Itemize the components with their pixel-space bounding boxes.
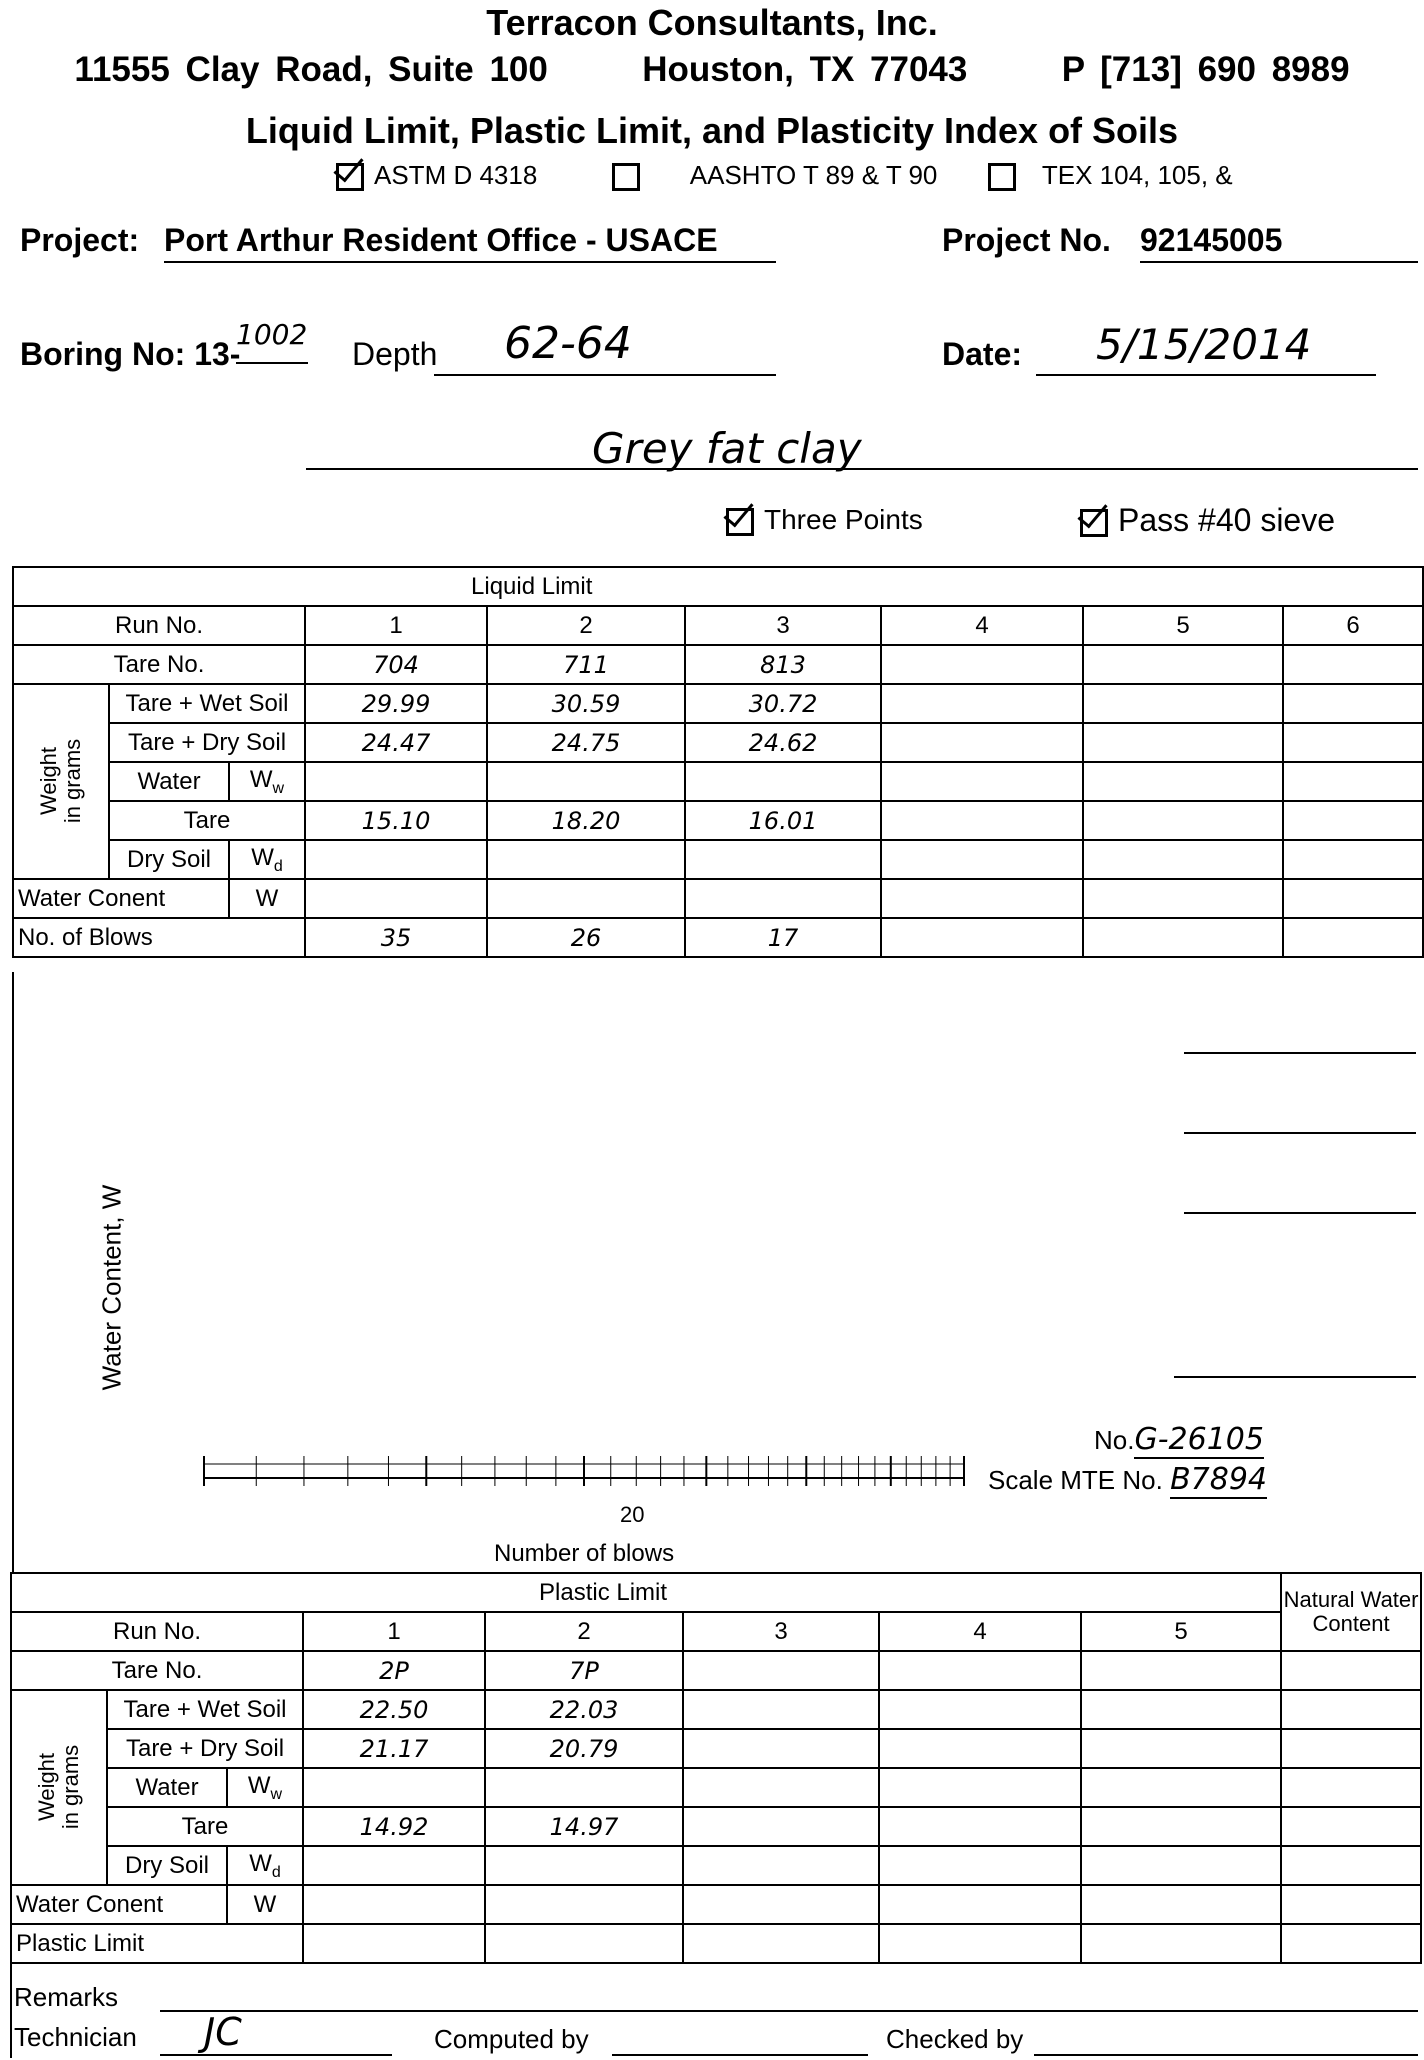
run-header: 4: [879, 1612, 1081, 1651]
cell: [683, 1807, 879, 1846]
table-row: [11, 1846, 1421, 1885]
cell: [881, 645, 1083, 684]
table-row: [13, 879, 1423, 918]
row-label: Tare + Wet Soil: [109, 684, 305, 723]
run-header: 3: [683, 1612, 879, 1651]
table-row: [13, 723, 1423, 762]
cell: [1083, 801, 1283, 840]
company-name: Terracon Consultants, Inc.: [486, 2, 938, 43]
cell: [1281, 1846, 1421, 1885]
row-label: Plastic Limit: [11, 1924, 303, 1963]
row-symbol: $W_w$: [227, 1768, 303, 1807]
table-row: [11, 1651, 1421, 1690]
cell: [683, 1651, 879, 1690]
standard-tex[interactable]: TEX 104, 105, &: [988, 160, 1233, 190]
row-label: No. of Blows: [13, 918, 305, 957]
project-name: Port Arthur Resident Office - USACE: [164, 222, 776, 263]
three-points-option[interactable]: Three Points: [726, 504, 923, 536]
row-symbol: W: [229, 879, 305, 918]
cell: [683, 1690, 879, 1729]
row-label: Tare No.: [11, 1651, 303, 1690]
remarks-label: Remarks: [14, 1982, 119, 2012]
cell: [879, 1846, 1081, 1885]
cell: [879, 1690, 1081, 1729]
cell: [879, 1768, 1081, 1807]
cell: [303, 1885, 485, 1924]
table-row: [13, 918, 1423, 957]
cell: 24.47: [305, 723, 487, 762]
run-header: 2: [485, 1612, 683, 1651]
row-symbol: $W_d$: [227, 1846, 303, 1885]
cell: [1281, 1807, 1421, 1846]
computed-by-label: Computed by: [434, 2024, 589, 2054]
row-label: Tare No.: [13, 645, 305, 684]
cell: 22.03: [485, 1690, 683, 1729]
cell: 2P: [303, 1651, 485, 1690]
table-row: [11, 1612, 1421, 1651]
depth-label: Depth: [352, 336, 438, 372]
cell: [485, 1846, 683, 1885]
checkbox-icon: [612, 163, 640, 191]
y-axis-label: Water Content, W: [96, 1184, 127, 1391]
table-row: [13, 606, 1423, 645]
cell: [1283, 879, 1423, 918]
computed-by-line: [612, 2054, 868, 2056]
phone: P [713] 690 8989: [1061, 50, 1350, 89]
table-row: [13, 684, 1423, 723]
cell: 35: [305, 918, 487, 957]
plastic-limit-title: Plastic Limit: [303, 1573, 1281, 1612]
x-axis-label: Number of blows: [494, 1540, 675, 1567]
project-no-label: Project No.: [942, 222, 1111, 258]
cell: [881, 762, 1083, 801]
checkbox-icon: [988, 163, 1016, 191]
run-header: 5: [1083, 606, 1283, 645]
run-header: 4: [881, 606, 1083, 645]
cell: [487, 879, 685, 918]
table-row: [11, 1768, 1421, 1807]
cell: [683, 1885, 879, 1924]
cell: 711: [487, 645, 685, 684]
cell: 14.97: [485, 1807, 683, 1846]
cell: [1081, 1885, 1281, 1924]
row-label: Water: [109, 762, 229, 801]
cell: 24.62: [685, 723, 881, 762]
chart-line: [1184, 1212, 1416, 1214]
table-row: [11, 1729, 1421, 1768]
cell: [1283, 918, 1423, 957]
cell: 26: [487, 918, 685, 957]
run-header: 3: [685, 606, 881, 645]
checkbox-checked-icon: [336, 163, 364, 191]
table-row: [11, 1885, 1421, 1924]
row-label: Tare + Dry Soil: [109, 723, 305, 762]
cell: [485, 1885, 683, 1924]
row-label: Tare + Wet Soil: [107, 1690, 303, 1729]
boring-label: Boring No: 13-: [20, 336, 241, 372]
row-label: Water Conent: [13, 879, 229, 918]
liquid-limit-title: Liquid Limit: [305, 567, 1423, 606]
cell: [1283, 801, 1423, 840]
cell: [1281, 1768, 1421, 1807]
cell: [685, 762, 881, 801]
scale-mte-field: Scale MTE No. B7894: [988, 1462, 1267, 1497]
cell: 704: [305, 645, 487, 684]
cell: [305, 762, 487, 801]
cell: [881, 684, 1083, 723]
chart-line: [1184, 1132, 1416, 1134]
cell: [1281, 1729, 1421, 1768]
cell: [683, 1846, 879, 1885]
weight-group-label: Weight in grams: [11, 1690, 107, 1885]
table-row: [13, 840, 1423, 879]
cell: 813: [685, 645, 881, 684]
row-label: Water Conent: [11, 1885, 227, 1924]
cell: [1083, 762, 1283, 801]
cell: 16.01: [685, 801, 881, 840]
cell: 22.50: [303, 1690, 485, 1729]
cell: [879, 1885, 1081, 1924]
natural-water-content-header: Natural Water Content: [1281, 1573, 1421, 1651]
cell: [1083, 684, 1283, 723]
cell: [881, 840, 1083, 879]
cell: [1283, 762, 1423, 801]
cell: [1083, 840, 1283, 879]
cell: 15.10: [305, 801, 487, 840]
checkbox-checked-icon: [1080, 509, 1108, 537]
x-tick-label: 20: [620, 1502, 645, 1527]
run-header: 6: [1283, 606, 1423, 645]
flow-curve-chart: [12, 972, 1424, 1572]
row-label: Tare + Dry Soil: [107, 1729, 303, 1768]
boring-no: 1002: [236, 318, 308, 364]
liquid-limit-table: [12, 566, 1424, 958]
row-symbol: W: [227, 1885, 303, 1924]
cell: 18.20: [487, 801, 685, 840]
standards-row: [336, 160, 1233, 191]
run-header: 5: [1081, 1612, 1281, 1651]
depth-value: 62-64: [434, 318, 776, 376]
table-row: [11, 1807, 1421, 1846]
technician-label: Technician: [14, 2022, 137, 2052]
cell: [879, 1729, 1081, 1768]
cell: [1283, 723, 1423, 762]
soil-description: Grey fat clay: [306, 424, 1418, 470]
cell: [683, 1768, 879, 1807]
table-row: [11, 1690, 1421, 1729]
cell: [685, 879, 881, 918]
cell: [881, 918, 1083, 957]
cell: 7P: [485, 1651, 683, 1690]
weight-group-label: Weight in grams: [13, 684, 109, 879]
cell: [1083, 723, 1283, 762]
checkbox-checked-icon: [726, 508, 754, 536]
run-header: 1: [303, 1612, 485, 1651]
y-axis-label-wrap: [92, 1184, 132, 1391]
cell: [1081, 1651, 1281, 1690]
cell: [303, 1768, 485, 1807]
run-header: 1: [305, 606, 487, 645]
cell: [879, 1807, 1081, 1846]
cell: [1281, 1651, 1421, 1690]
cell: 17: [685, 918, 881, 957]
x-axis-scale: [194, 1452, 974, 1498]
form-title: Liquid Limit, Plastic Limit, and Plasticity Index of Soils: [245, 110, 1179, 151]
cell: [303, 1846, 485, 1885]
cell: [1283, 645, 1423, 684]
cell: [1081, 1768, 1281, 1807]
cell: [1083, 645, 1283, 684]
run-header: 2: [487, 606, 685, 645]
row-symbol: $W_d$: [229, 840, 305, 879]
cell: 30.72: [685, 684, 881, 723]
cell: 29.99: [305, 684, 487, 723]
cell: [487, 762, 685, 801]
cell: [1281, 1885, 1421, 1924]
checked-by-label: Checked by: [886, 2024, 1024, 2054]
address: 11555 Clay Road, Suite 100: [74, 50, 548, 89]
technician-value: JC: [204, 2010, 242, 2054]
cell: [881, 723, 1083, 762]
project-label: Project:: [20, 222, 140, 258]
cell: 14.92: [303, 1807, 485, 1846]
cell: [1083, 918, 1283, 957]
row-label: Water: [107, 1768, 227, 1807]
date-value: 5/15/2014: [1036, 320, 1376, 376]
cell: [305, 879, 487, 918]
checked-by-line: [1034, 2054, 1418, 2056]
row-symbol: $W_w$: [229, 762, 305, 801]
row-label: Dry Soil: [107, 1846, 227, 1885]
cell: [1083, 879, 1283, 918]
company-address-line: [0, 50, 1424, 90]
cell: [881, 879, 1083, 918]
cell: 21.17: [303, 1729, 485, 1768]
chart-line: [1184, 1052, 1416, 1054]
run-no-label: Run No.: [11, 1612, 303, 1651]
row-label: Tare: [107, 1807, 303, 1846]
standard-aashto[interactable]: AASHTO T 89 & T 90: [612, 160, 938, 190]
cell: [1081, 1690, 1281, 1729]
cell: 20.79: [485, 1729, 683, 1768]
row-label: Dry Soil: [109, 840, 229, 879]
row-label: Tare: [109, 801, 305, 840]
table-row: [13, 801, 1423, 840]
remarks-line: [160, 2010, 1418, 2012]
cell: [1081, 1846, 1281, 1885]
run-no-label: Run No.: [13, 606, 305, 645]
cell: [1283, 840, 1423, 879]
cell: [1081, 1729, 1281, 1768]
cell: 24.75: [487, 723, 685, 762]
city: Houston, TX 77043: [642, 50, 968, 89]
cell: [879, 1651, 1081, 1690]
cell: [1281, 1690, 1421, 1729]
no-field: No.G-26105: [1094, 1422, 1264, 1457]
project-no: 92145005: [1140, 222, 1418, 263]
cell: [305, 840, 487, 879]
cell: [683, 1729, 879, 1768]
chart-line: [1174, 1376, 1416, 1378]
date-label: Date:: [942, 336, 1023, 372]
cell: [485, 1768, 683, 1807]
cell: [881, 801, 1083, 840]
standard-astm[interactable]: ASTM D 4318: [336, 160, 537, 190]
pass40-option[interactable]: Pass #40 sieve: [1080, 502, 1335, 539]
cell: 30.59: [487, 684, 685, 723]
plastic-limit-table: [10, 1572, 1422, 1964]
technician-line: [160, 2054, 392, 2056]
table-row: [13, 645, 1423, 684]
table-row: [13, 762, 1423, 801]
cell: [487, 840, 685, 879]
cell: [1283, 684, 1423, 723]
cell: [685, 840, 881, 879]
cell: [1081, 1807, 1281, 1846]
